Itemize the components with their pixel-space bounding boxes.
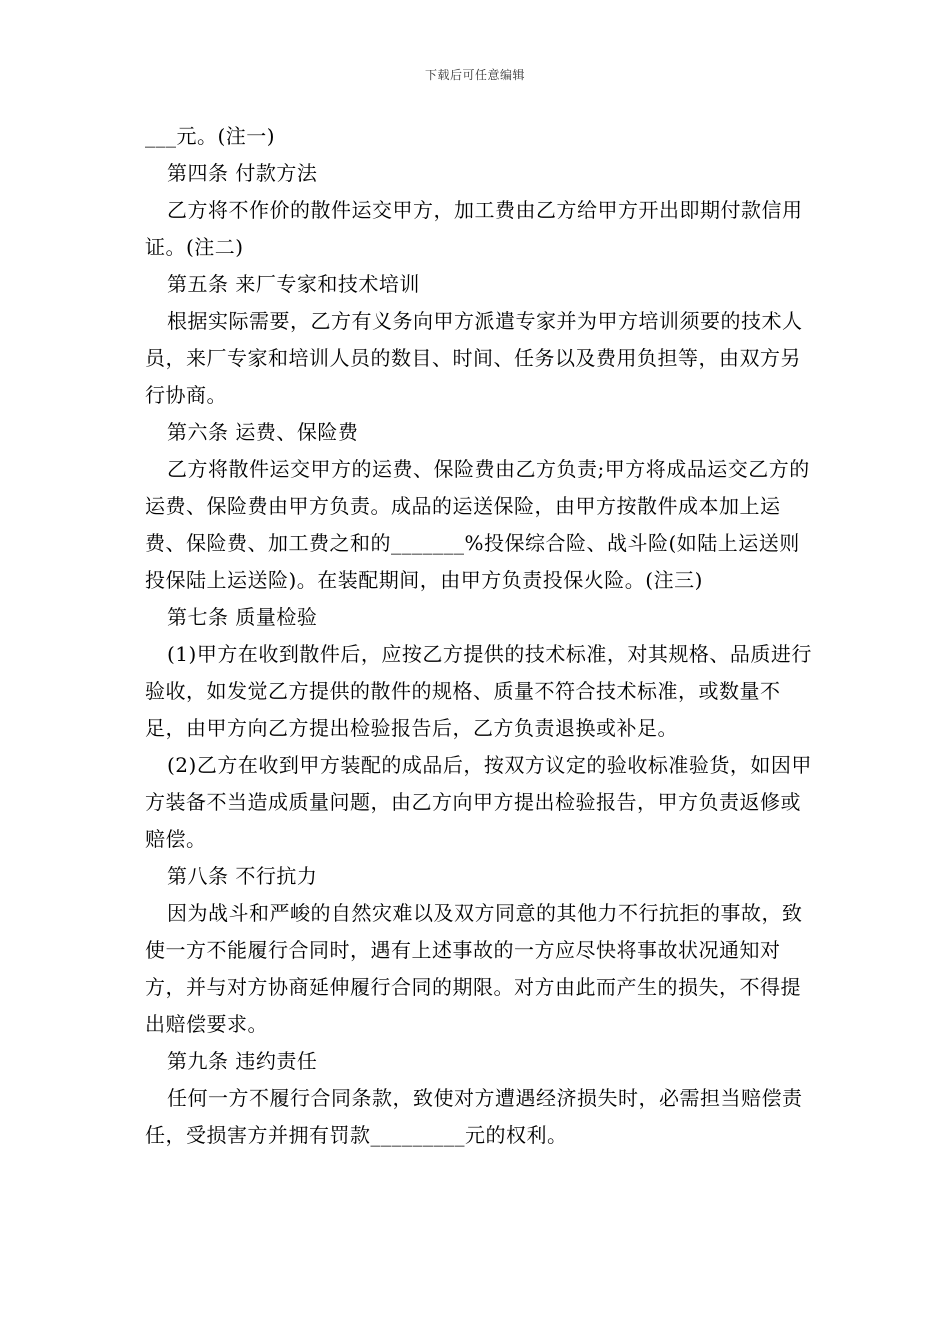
page-header: 下载后可任意编辑 xyxy=(424,68,525,82)
document-body xyxy=(145,118,817,1154)
paragraph-liability: 任何一方不履行合同条款，致使对方遭遇经济损失时，必需担当赔偿责任，受损害方并拥有罚款_________元的权利。 xyxy=(145,1086,803,1147)
heading-article-8: 第八条 不行抗力 xyxy=(167,864,318,888)
paragraph-force-majeure: 因为战斗和严峻的自然灾难以及双方同意的其他力不行抗拒的事故，致使一方不能履行合同时，遇有上述事故的一方应尽快将事故状况通知对方，并与对方协商延伸履行合同的期限。对方由此而产生的损失，不得提出赔偿要求。 xyxy=(145,901,803,1036)
paragraph-amount-note: ___元。(注一) xyxy=(145,124,276,148)
heading-article-4: 第四条 付款方法 xyxy=(167,161,318,185)
paragraph-freight-insurance: 乙方将散件运交甲方的运费、保险费由乙方负责;甲方将成品运交乙方的运费、保险费由甲方负责。成品的运送保险，由甲方按散件成本加上运费、保险费、加工费之和的_______%投保综合险、战斗险(如陆上运送则投保陆上运送险)。在装配期间，由甲方负责投保火险。(注三) xyxy=(145,457,810,592)
paragraph-experts-training: 根据实际需要，乙方有义务向甲方派遣专家并为甲方培训须要的技术人员，来厂专家和培训人员的数目、时间、任务以及费用负担等，由双方另行协商。 xyxy=(145,309,803,407)
heading-article-5: 第五条 来厂专家和技术培训 xyxy=(167,272,420,296)
paragraph-quality-inspection-2: (2)乙方在收到甲方装配的成品后，按双方议定的验收标准验货，如因甲方装备不当造成质量问题，由乙方向甲方提出检验报告，甲方负责返修或赔偿。 xyxy=(145,753,812,851)
paragraph-quality-inspection-1: (1)甲方在收到散件后，应按乙方提供的技术标准，对其规格、品质进行验收，如发觉乙方提供的散件的规格、质量不符合技术标准，或数量不足，由甲方向乙方提出检验报告后，乙方负责退换或补足。 xyxy=(145,642,812,740)
heading-article-9: 第九条 违约责任 xyxy=(167,1049,318,1073)
paragraph-payment-method: 乙方将不作价的散件运交甲方，加工费由乙方给甲方开出即期付款信用证。(注二) xyxy=(145,198,803,259)
heading-article-6: 第六条 运费、保险费 xyxy=(167,420,359,444)
heading-article-7: 第七条 质量检验 xyxy=(167,605,318,629)
